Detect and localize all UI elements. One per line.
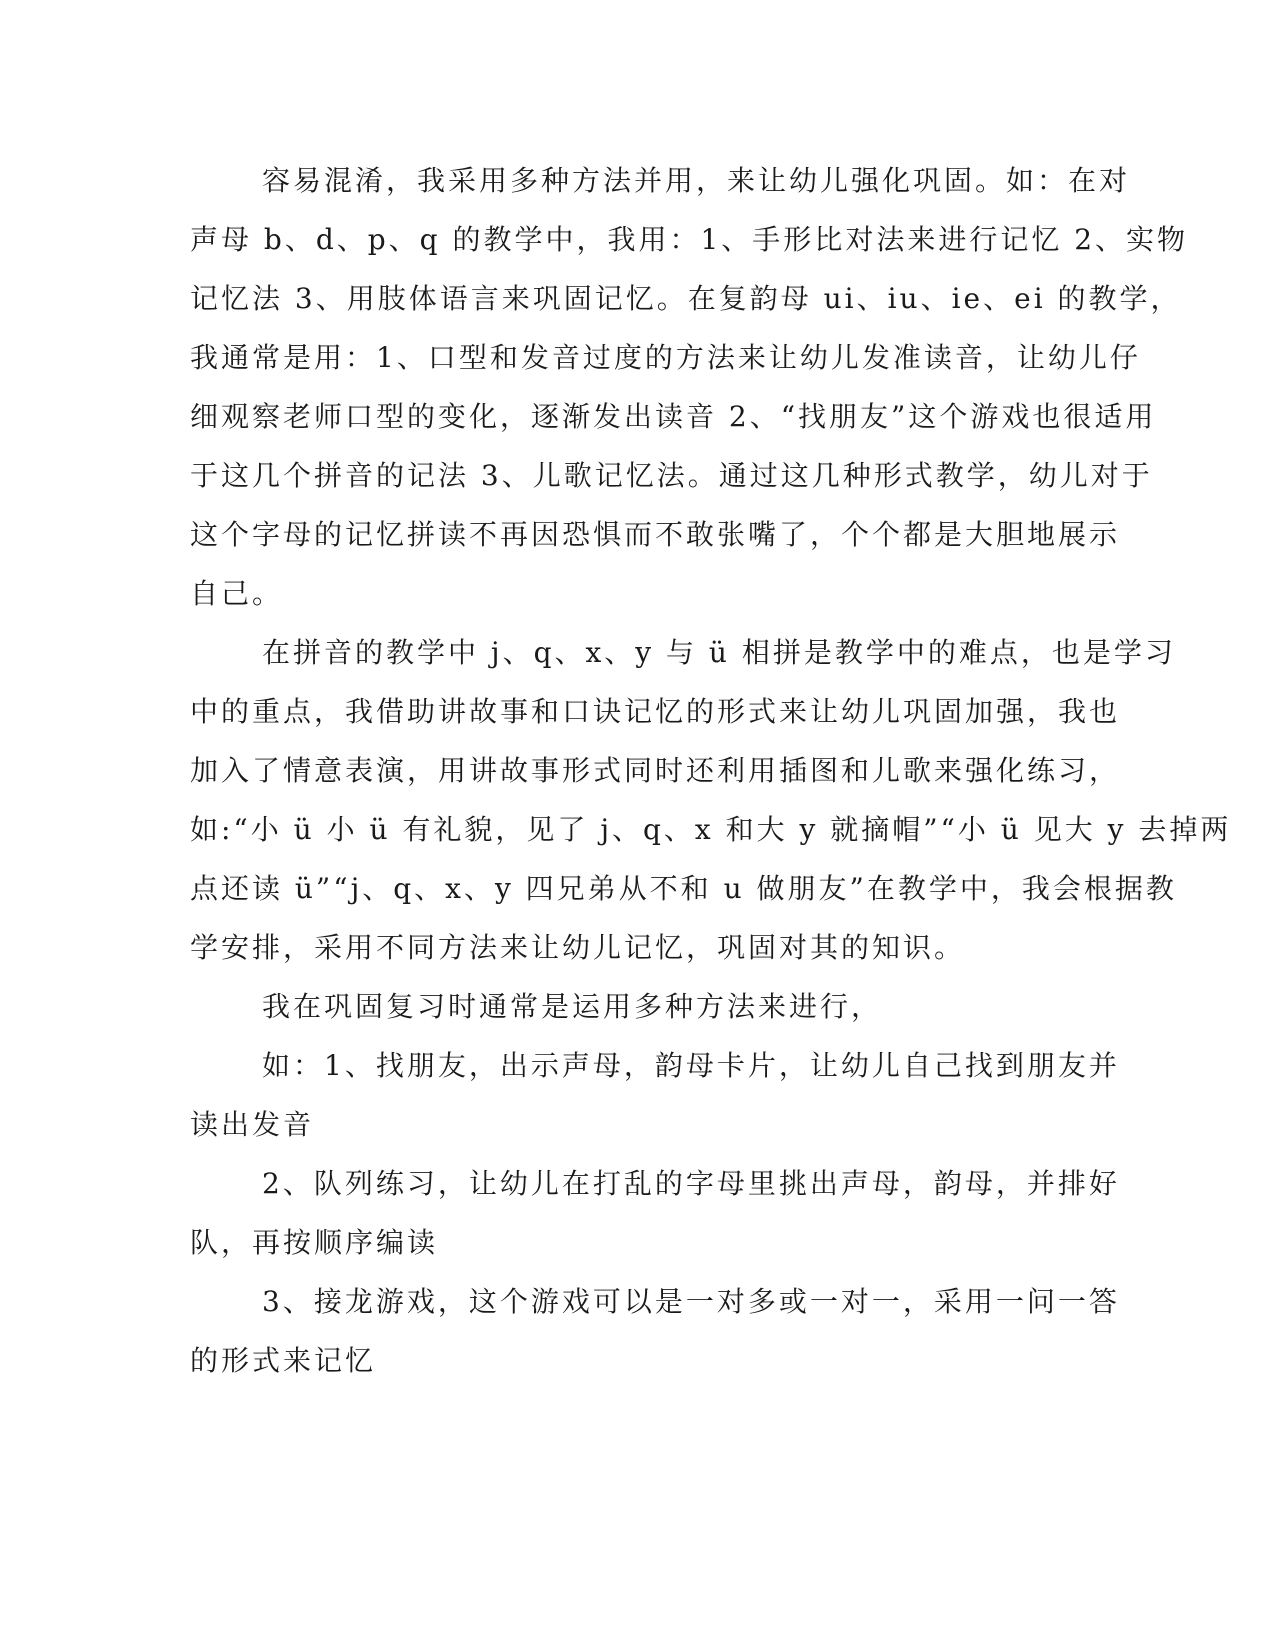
text-line: 的形式来记忆: [190, 1344, 377, 1377]
text-line: 我在巩固复习时通常是运用多种方法来进行，: [262, 990, 883, 1023]
text-line: 2、队列练习，让幼儿在打乱的字母里挑出声母，韵母，并排好: [262, 1167, 1120, 1200]
text-line: 学安排，采用不同方法来让幼儿记忆，巩固对其的知识。: [190, 931, 966, 964]
text-line: 中的重点，我借助讲故事和口诀记忆的形式来让幼儿巩固加强，我也: [190, 695, 1121, 728]
text-line: 我通常是用：1、口型和发音过度的方法来让幼儿发准读音，让幼儿仔: [190, 341, 1141, 374]
text-line: 在拼音的教学中 j、q、x、y 与 ü 相拼是教学中的难点，也是学习: [262, 636, 1176, 669]
text-line: 如：1、找朋友，出示声母，韵母卡片，让幼儿自己找到朋友并: [262, 1049, 1120, 1082]
text-line: 于这几个拼音的记法 3、儿歌记忆法。通过这几种形式教学，幼儿对于: [190, 459, 1153, 492]
text-line: 自己。: [190, 577, 284, 610]
text-line: 细观察老师口型的变化，逐渐发出读音 2、“找朋友”这个游戏也很适用: [190, 400, 1157, 433]
text-line: 队，再按顺序编读: [190, 1226, 439, 1259]
text-line: 如:“小 ü 小 ü 有礼貌，见了 j、q、x 和大 y 就摘帽”“小 ü 见大 y 去掉两: [190, 813, 1232, 846]
text-line: 读出发音: [190, 1108, 315, 1141]
text-line: 3、接龙游戏，这个游戏可以是一对多或一对一，采用一问一答: [262, 1285, 1120, 1318]
text-line: 声母 b、d、p、q 的教学中，我用：1、手形比对法来进行记忆 2、实物: [190, 223, 1189, 256]
text-line: 加入了情意表演，用讲故事形式同时还利用插图和儿歌来强化练习，: [190, 754, 1121, 787]
text-line: 这个字母的记忆拼读不再因恐惧而不敢张嘴了，个个都是大胆地展示: [190, 518, 1121, 551]
text-line: 记忆法 3、用肢体语言来巩固记忆。在复韵母 ui、iu、ie、ei 的教学，: [190, 282, 1182, 315]
text-line: 容易混淆，我采用多种方法并用，来让幼儿强化巩固。如：在对: [262, 164, 1131, 197]
text-line: 点还读 ü”“j、q、x、y 四兄弟从不和 u 做朋友”在教学中，我会根据教: [190, 872, 1177, 905]
